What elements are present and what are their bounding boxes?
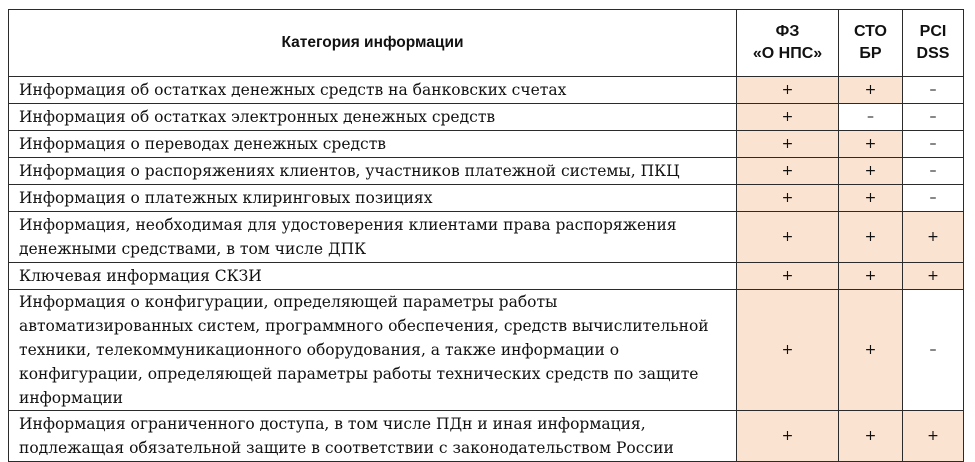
cell-fz: + [737,212,839,263]
cell-fz: + [737,77,839,104]
table-row [9,290,964,411]
table-row [9,131,964,158]
row-category: Информация, необходимая для удостоверения клиентами права распоряжения денежными средствами, в том числе ДПК [9,212,737,263]
table-row [9,263,964,290]
info-category-table [8,9,964,462]
cell-sto: + [839,158,903,185]
row-category: Информация о конфигурации, определяющей параметры работы автоматизированных систем, программного обеспечения, средств вычислительной техники, телекоммуникационного оборудования, а также информации о конфигурации, определяющей параметры работы технических средств по защите информации [9,290,737,411]
cell-sto: + [839,263,903,290]
cell-sto: + [839,131,903,158]
row-category: Информация об остатках денежных средств на банковских счетах [9,77,737,104]
row-category: Информация о платежных клиринговых позициях [9,185,737,212]
header-pci-line1: PCI [919,23,947,40]
cell-pci: – [903,131,964,158]
row-category: Ключевая информация СКЗИ [9,263,737,290]
table-row [9,77,964,104]
header-pci-dss [903,10,964,77]
cell-fz: + [737,131,839,158]
cell-fz: + [737,290,839,411]
cell-fz: + [737,104,839,131]
cell-sto: + [839,212,903,263]
cell-pci: – [903,158,964,185]
header-fz-line2: «О НПС» [752,45,823,62]
row-category: Информация ограниченного доступа, в том числе ПДн и иная информация, подлежащая обязательной защите в соответствии с законодательством России [9,411,737,462]
header-sto-line1: СТО [854,23,887,40]
cell-pci: – [903,290,964,411]
row-category: Информация об остатках электронных денежных средств [9,104,737,131]
cell-pci: + [903,263,964,290]
cell-sto: – [839,104,903,131]
header-fz-line1: ФЗ [775,23,800,40]
cell-pci: + [903,212,964,263]
cell-sto: + [839,411,903,462]
document-area [8,9,964,462]
cell-pci: – [903,185,964,212]
cell-pci: + [903,411,964,462]
header-fz-nps [737,10,839,77]
table-row [9,411,964,462]
cell-sto: + [839,290,903,411]
cell-fz: + [737,158,839,185]
table-row [9,185,964,212]
cell-pci: – [903,104,964,131]
row-category: Информация о переводах денежных средств [9,131,737,158]
cell-sto: + [839,185,903,212]
header-sto-line2: БР [859,45,882,62]
table-row [9,104,964,131]
cell-pci: – [903,77,964,104]
header-category: Категория информации [9,10,737,77]
header-sto-br [839,10,903,77]
table-row [9,158,964,185]
table-header-row [9,10,964,77]
cell-fz: + [737,411,839,462]
cell-sto: + [839,77,903,104]
row-category: Информация о распоряжениях клиентов, участников платежной системы, ПКЦ [9,158,737,185]
cell-fz: + [737,263,839,290]
header-pci-line2: DSS [916,45,950,62]
table-row [9,212,964,263]
cell-fz: + [737,185,839,212]
